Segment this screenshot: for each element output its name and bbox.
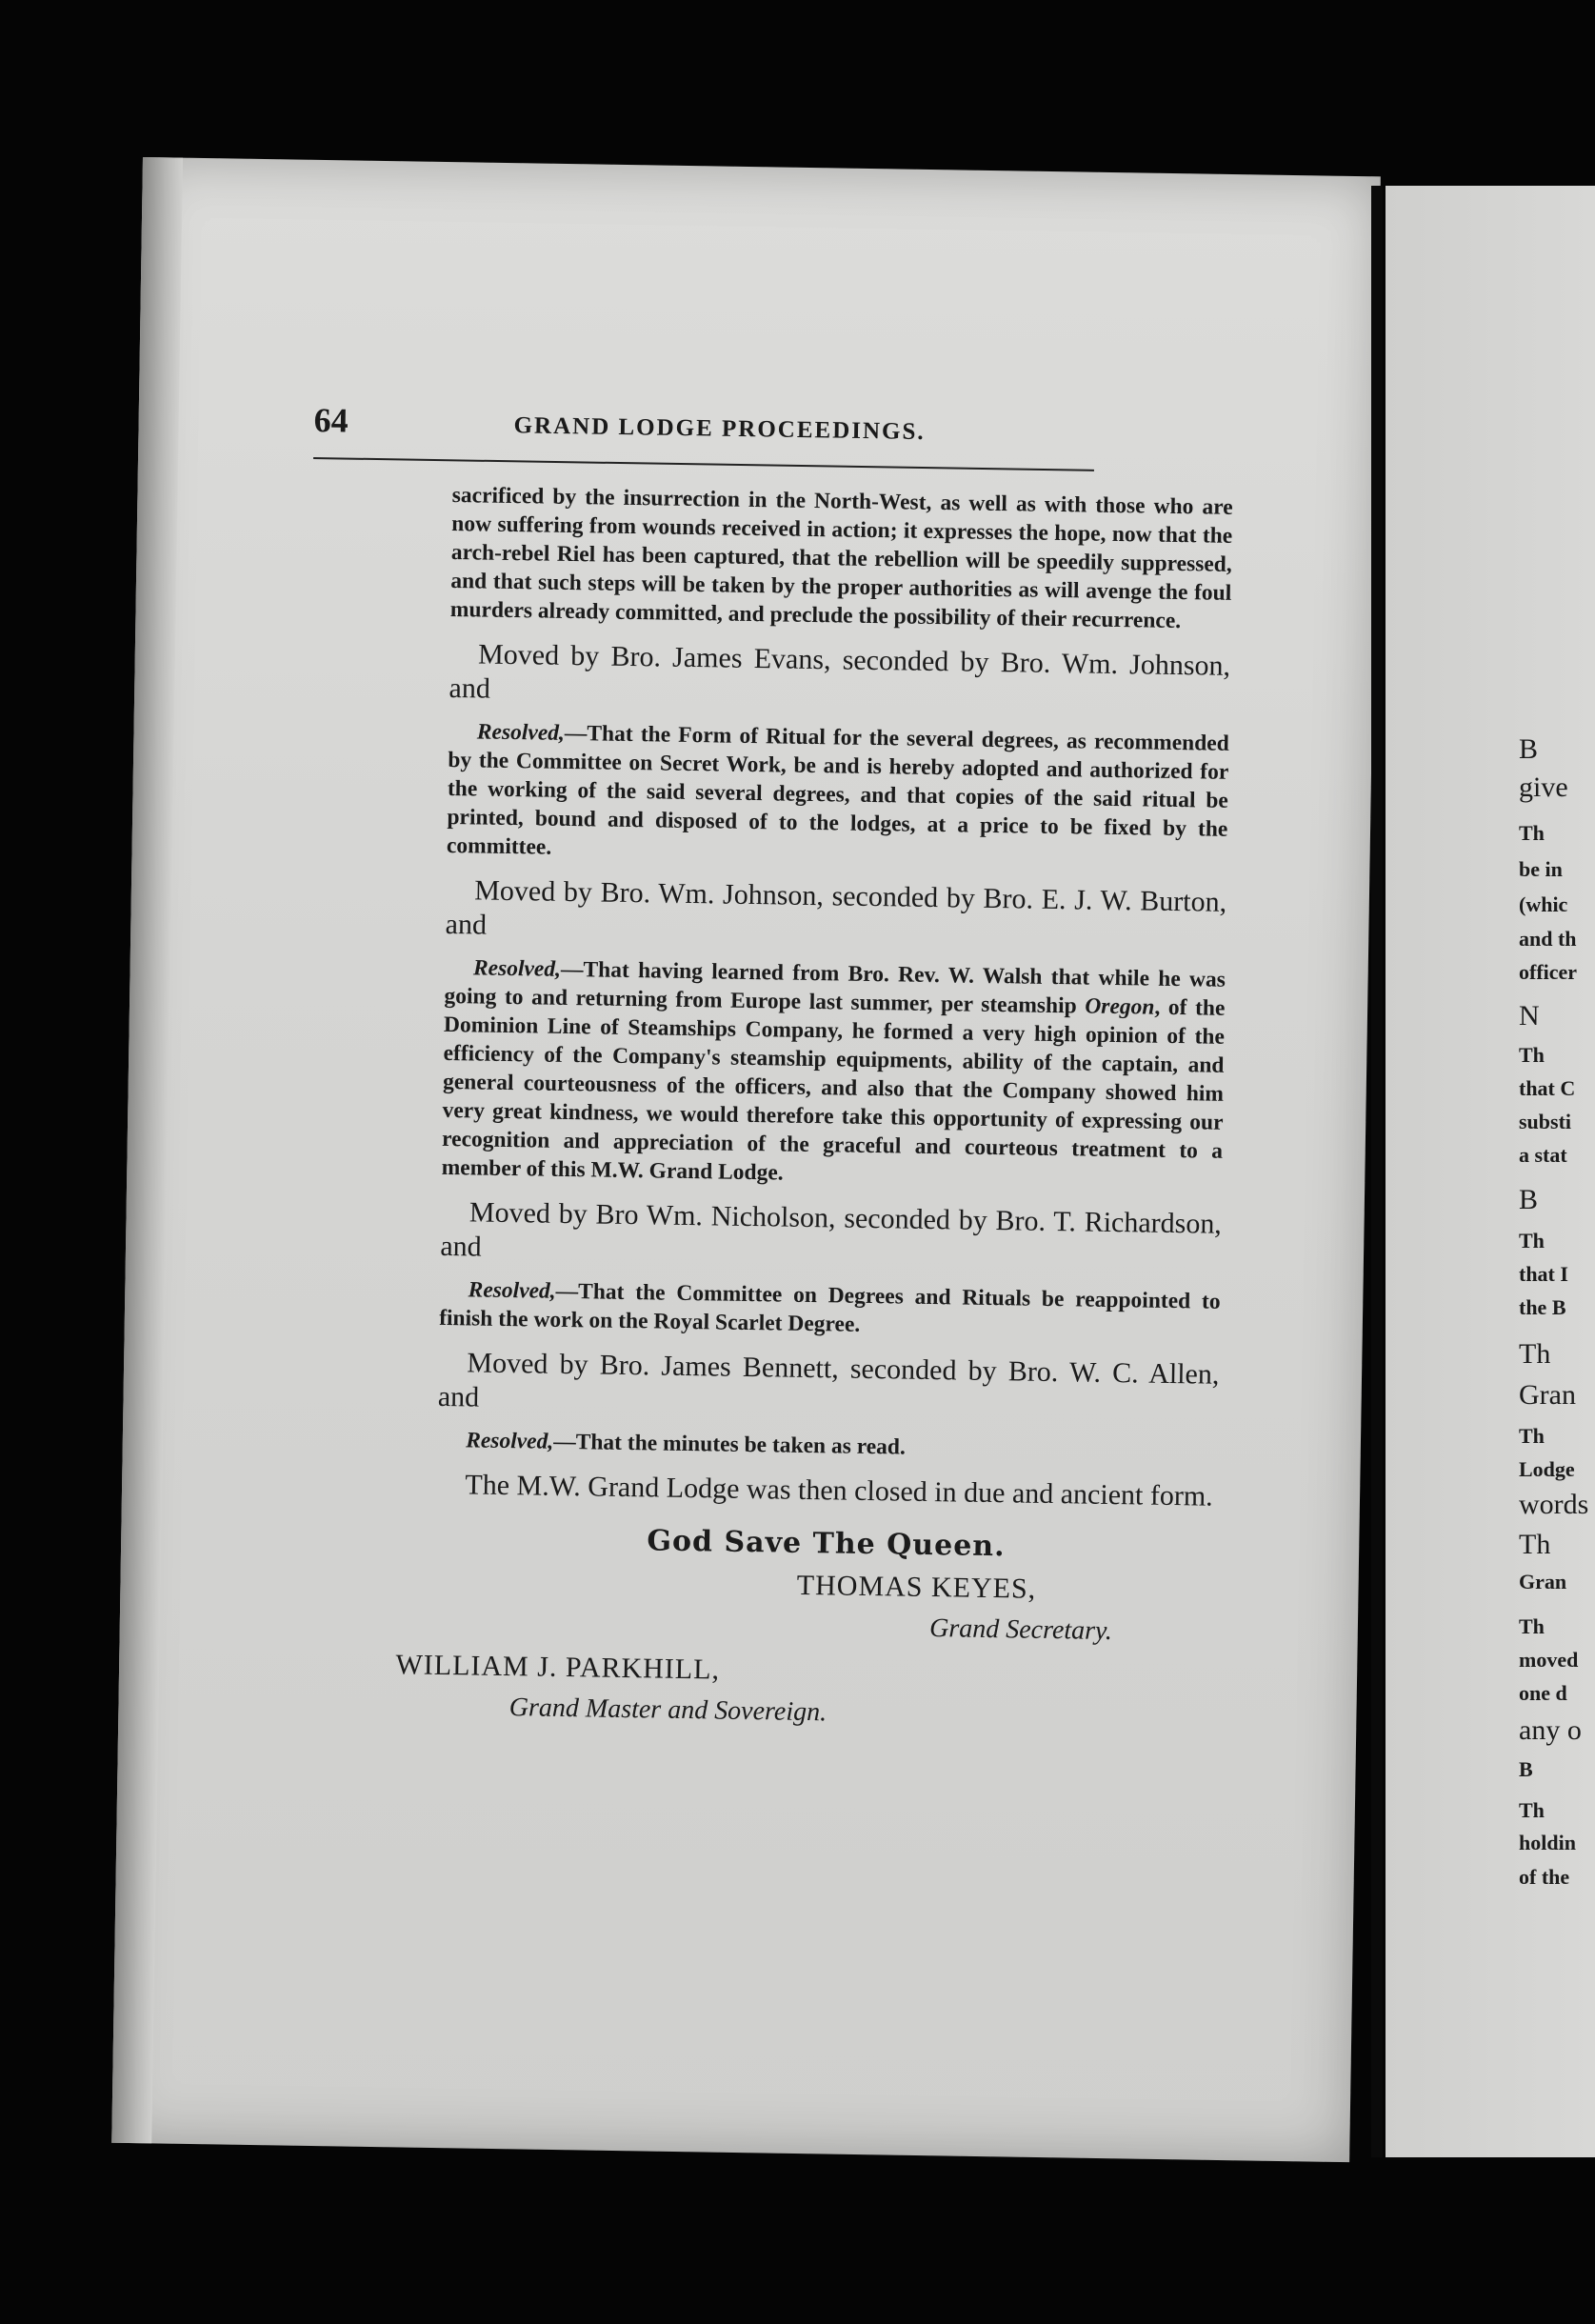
next-page-fragment: Th — [1519, 821, 1545, 845]
resolution-1 — [447, 717, 1229, 872]
next-page-fragment: Gran — [1519, 1379, 1576, 1411]
next-page-fragment: the B — [1519, 1295, 1566, 1319]
book-gutter — [1371, 186, 1383, 2157]
next-page-fragment: give — [1519, 771, 1568, 803]
resolution-1-text: —That the Form of Ritual for the several degrees, as recommended by the Committee on Secret Work, be and is hereby adopted and authorized for the working of the said several degrees, and that copies of the said ritual be printed, bound and disposed of to the lodges, at a price to be fixed by the committee. — [446, 720, 1229, 860]
next-page-fragment: Th — [1519, 1614, 1545, 1638]
closing-statement: The M.W. Grand Lodge was then closed in due and ancient form. — [465, 1469, 1213, 1513]
master-title: Grand Master and Sovereign. — [508, 1693, 827, 1728]
next-page-fragment: Th — [1519, 1798, 1545, 1822]
right-page-fragment — [1386, 186, 1595, 2157]
intro-paragraph: sacrificed by the insurrection in the North-West, as well as with those who are now suffering from wounds received in action; it expresses the hope, now that the arch-rebel Riel has been captured, that the rebellion will be speedily suppressed, and that such steps will be taken by the proper authorities as will avenge the foul murders already committed, and preclude the possibility of their recurrence. — [449, 482, 1233, 634]
next-page-fragment: Th — [1519, 1338, 1551, 1370]
next-page-fragment: Lodge — [1519, 1457, 1575, 1481]
next-page-fragment: B — [1519, 733, 1539, 765]
next-page-fragment: substi — [1519, 1110, 1572, 1133]
next-page-fragment: be in — [1519, 857, 1563, 881]
next-page-fragment: Gran — [1519, 1570, 1567, 1593]
resolution-3 — [439, 1275, 1221, 1345]
running-head: GRAND LODGE PROCEEDINGS. — [513, 412, 926, 446]
next-page-fragment: holdin — [1519, 1831, 1576, 1854]
page-edge — [111, 157, 183, 2143]
next-page-fragment: words — [1519, 1489, 1589, 1520]
next-page-fragment: Th — [1519, 1229, 1545, 1252]
resolution-4 — [437, 1426, 1218, 1467]
next-page-fragment: B — [1519, 1184, 1539, 1215]
god-save-the-queen: God Save The Queen. — [647, 1524, 1006, 1564]
resolved-label: Resolved, — [476, 719, 566, 746]
resolution-4-text: —That the minutes be taken as read. — [552, 1429, 907, 1460]
motion-4: Moved by Bro. James Bennett, seconded by Bro. W. C. Allen, and — [437, 1347, 1220, 1413]
next-page-fragment: B — [1519, 1757, 1533, 1781]
resolution-2-text-a: —That having learned from Bro. Rev. W. Walsh that while he was going to and returning from Europe last summer, per steamship — [444, 956, 1226, 1019]
resolved-label: Resolved, — [472, 955, 562, 982]
page-body — [395, 481, 1233, 1757]
next-page-fragment: Th — [1519, 1043, 1545, 1067]
page-number: 64 — [313, 400, 349, 440]
next-page-fragment: officer — [1519, 960, 1578, 984]
next-page-fragment: that C — [1519, 1076, 1576, 1100]
secretary-name: THOMAS KEYES, — [796, 1569, 1037, 1605]
next-page-fragment: that I — [1519, 1262, 1568, 1286]
ship-name: Oregon — [1085, 993, 1155, 1020]
next-page-fragment: one d — [1519, 1681, 1567, 1705]
motion-1: Moved by Bro. James Evans, seconded by Bro. Wm. Johnson, and — [449, 638, 1231, 705]
resolution-2-text-b: , of the Dominion Line of Steamships Company, he formed a very high opinion of the efficiency of the Company's steamship equipments, ability of the captain, and general courteousness of the officers, and also that the Company showed him very great kindness, we would therefore take this opportunity of expressing our recognition and appreciation of the graceful and courteous treatment to a member of this M.W. Grand Lodge. — [441, 994, 1226, 1186]
resolution-2 — [441, 953, 1226, 1194]
next-page-fragment: a stat — [1519, 1143, 1567, 1167]
resolved-label: Resolved, — [465, 1428, 554, 1454]
next-page-fragment: of the — [1519, 1865, 1570, 1889]
resolved-label: Resolved, — [468, 1277, 556, 1304]
master-signature — [394, 1649, 1214, 1756]
secretary-signature — [434, 1564, 1216, 1662]
secretary-title: Grand Secretary. — [928, 1613, 1113, 1647]
motion-3: Moved by Bro Wm. Nicholson, seconded by Bro. T. Richardson, and — [440, 1196, 1223, 1263]
master-name: WILLIAM J. PARKHILL, — [395, 1649, 721, 1686]
next-page-fragment: Th — [1519, 1424, 1545, 1448]
next-page-fragment: N — [1519, 1000, 1540, 1032]
next-page-fragment: any o — [1519, 1714, 1582, 1746]
next-page-fragment: (whic — [1519, 892, 1568, 916]
resolution-3-text: —That the Committee on Degrees and Rituals be reappointed to finish the work on the Royal Scarlet Degree. — [438, 1278, 1221, 1337]
motion-2: Moved by Bro. Wm. Johnson, seconded by Bro. E. J. W. Burton, and — [445, 874, 1227, 941]
next-page-fragment: Th — [1519, 1529, 1551, 1560]
next-page-fragment: and th — [1519, 927, 1577, 951]
next-page-fragment: moved — [1519, 1648, 1579, 1672]
